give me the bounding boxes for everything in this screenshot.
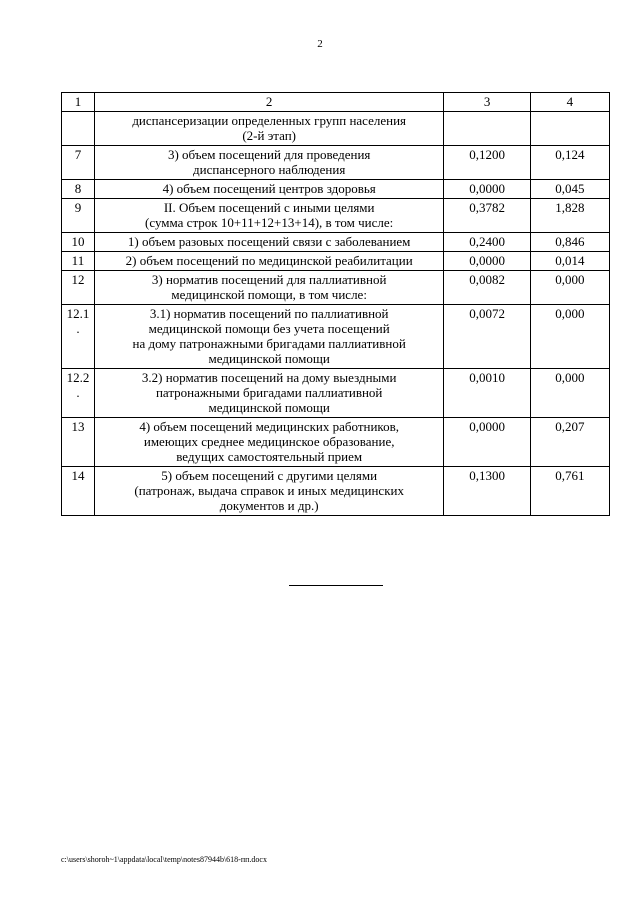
row-value-col4-cell: 0,045 bbox=[530, 180, 609, 199]
header-cell-4: 4 bbox=[530, 93, 609, 112]
row-number-cell: 8 bbox=[62, 180, 95, 199]
row-value-col4-cell: 0,207 bbox=[530, 418, 609, 467]
row-number-cell: 12 bbox=[62, 271, 95, 305]
table-row bbox=[62, 252, 610, 271]
row-number-cell: 14 bbox=[62, 467, 95, 516]
table-row bbox=[62, 146, 610, 180]
table-row bbox=[62, 112, 610, 146]
row-description-cell: 4) объем посещений центров здоровья bbox=[94, 180, 444, 199]
row-value-col4-cell: 0,000 bbox=[530, 271, 609, 305]
row-value-col3-cell: 0,0000 bbox=[444, 252, 530, 271]
table-row bbox=[62, 199, 610, 233]
row-description-cell: 3.1) норматив посещений по паллиативной медицинской помощи без учета посещений на дому патронажными бригадами паллиативной медицинской помощи bbox=[94, 305, 444, 369]
row-description-cell: диспансеризации определенных групп населения (2-й этап) bbox=[94, 112, 444, 146]
row-description-cell: 5) объем посещений с другими целями (патронаж, выдача справок и иных медицинских документов и др.) bbox=[94, 467, 444, 516]
row-description-cell: 3) норматив посещений для паллиативной медицинской помощи, в том числе: bbox=[94, 271, 444, 305]
row-description-cell: 3) объем посещений для проведения диспансерного наблюдения bbox=[94, 146, 444, 180]
row-value-col3-cell: 0,0082 bbox=[444, 271, 530, 305]
row-value-col3-cell: 0,0010 bbox=[444, 369, 530, 418]
row-description-cell: II. Объем посещений с иными целями (сумма строк 10+11+12+13+14), в том числе: bbox=[94, 199, 444, 233]
row-value-col4-cell bbox=[530, 112, 609, 146]
row-value-col4-cell: 0,761 bbox=[530, 467, 609, 516]
row-number-cell: 12.1. bbox=[62, 305, 95, 369]
row-number-cell bbox=[62, 112, 95, 146]
row-value-col3-cell: 0,2400 bbox=[444, 233, 530, 252]
row-value-col3-cell: 0,3782 bbox=[444, 199, 530, 233]
table-row bbox=[62, 418, 610, 467]
row-value-col3-cell: 0,1200 bbox=[444, 146, 530, 180]
row-value-col4-cell: 0,124 bbox=[530, 146, 609, 180]
row-value-col4-cell: 0,000 bbox=[530, 369, 609, 418]
row-number-cell: 10 bbox=[62, 233, 95, 252]
row-value-col4-cell: 0,000 bbox=[530, 305, 609, 369]
table-row bbox=[62, 467, 610, 516]
row-description-cell: 2) объем посещений по медицинской реабилитации bbox=[94, 252, 444, 271]
row-value-col4-cell: 0,846 bbox=[530, 233, 609, 252]
row-number-cell: 9 bbox=[62, 199, 95, 233]
table-row bbox=[62, 233, 610, 252]
table-header-row bbox=[62, 93, 610, 112]
row-value-col3-cell bbox=[444, 112, 530, 146]
table-row bbox=[62, 369, 610, 418]
separator-rule bbox=[289, 585, 383, 586]
row-description-cell: 4) объем посещений медицинских работников, имеющих среднее медицинское образование, ведущих самостоятельный прием bbox=[94, 418, 444, 467]
row-value-col3-cell: 0,1300 bbox=[444, 467, 530, 516]
row-number-cell: 13 bbox=[62, 418, 95, 467]
table-row bbox=[62, 180, 610, 199]
header-cell-1: 1 bbox=[62, 93, 95, 112]
table-row bbox=[62, 271, 610, 305]
row-description-cell: 1) объем разовых посещений связи с заболеванием bbox=[94, 233, 444, 252]
table-row bbox=[62, 305, 610, 369]
file-path-footer: c:\users\shoroh~1\appdata\local\temp\notes87944b\618-пп.docx bbox=[61, 855, 267, 864]
header-cell-2: 2 bbox=[94, 93, 444, 112]
row-value-col3-cell: 0,0000 bbox=[444, 418, 530, 467]
row-number-cell: 7 bbox=[62, 146, 95, 180]
row-description-cell: 3.2) норматив посещений на дому выездными патронажными бригадами паллиативной медицинской помощи bbox=[94, 369, 444, 418]
row-value-col3-cell: 0,0072 bbox=[444, 305, 530, 369]
table-body bbox=[62, 93, 610, 516]
row-value-col4-cell: 0,014 bbox=[530, 252, 609, 271]
page-number: 2 bbox=[317, 38, 323, 50]
row-number-cell: 11 bbox=[62, 252, 95, 271]
header-cell-3: 3 bbox=[444, 93, 530, 112]
data-table bbox=[61, 92, 610, 516]
row-number-cell: 12.2. bbox=[62, 369, 95, 418]
row-value-col3-cell: 0,0000 bbox=[444, 180, 530, 199]
row-value-col4-cell: 1,828 bbox=[530, 199, 609, 233]
